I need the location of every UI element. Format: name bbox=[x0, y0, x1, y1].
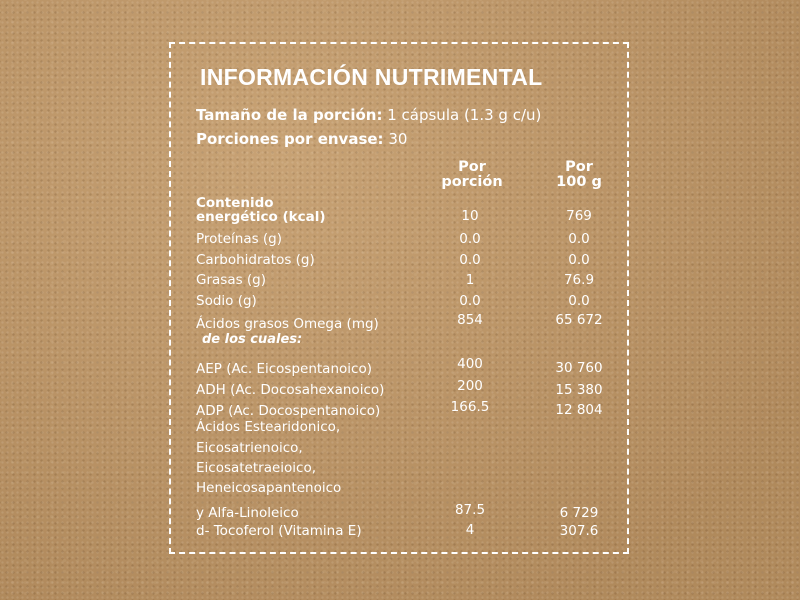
row-label: d- Tocoferol (Vitamina E) bbox=[196, 523, 362, 539]
label-title: INFORMACIÓN NUTRIMENTAL bbox=[200, 64, 543, 90]
column-header-per-serving-line2: porción bbox=[441, 174, 503, 190]
row-epa bbox=[196, 354, 616, 377]
row-tocopherol bbox=[196, 519, 616, 539]
column-header-per-100g bbox=[534, 160, 624, 190]
row-other-acids bbox=[196, 499, 616, 519]
row-sodium bbox=[196, 289, 616, 309]
servings-per-container bbox=[196, 130, 407, 148]
row-energy bbox=[196, 196, 616, 224]
row-label: Sodio (g) bbox=[196, 293, 257, 309]
row-per-serving: 0.0 bbox=[459, 252, 481, 268]
subheading-of-which: de los cuales: bbox=[202, 332, 303, 347]
row-label: y Alfa-Linoleico bbox=[196, 505, 299, 521]
row-energy-per-serving: 10 bbox=[461, 208, 479, 224]
row-per-100g: 15 380 bbox=[555, 382, 603, 398]
column-header-per-serving bbox=[436, 160, 508, 190]
column-header-per-100g-line2: 100 g bbox=[556, 174, 602, 190]
other-acids-line: Ácidos Estearidonico, bbox=[196, 419, 341, 435]
row-per-100g: 30 760 bbox=[555, 360, 603, 376]
row-per-serving: 0.0 bbox=[459, 293, 481, 309]
row-label: Grasas (g) bbox=[196, 272, 267, 288]
row-per-serving: 87.5 bbox=[454, 502, 486, 518]
row-per-100g: 0.0 bbox=[568, 231, 590, 247]
column-header-per-serving-line1: Por bbox=[458, 159, 486, 175]
row-per-100g: 76.9 bbox=[563, 272, 595, 288]
column-header-per-100g-line1: Por bbox=[565, 159, 593, 175]
row-label: ADH (Ac. Docosahexanoico) bbox=[196, 382, 385, 398]
row-per-100g: 12 804 bbox=[555, 402, 603, 418]
row-per-serving: 200 bbox=[457, 378, 483, 394]
row-per-serving: 400 bbox=[457, 356, 483, 372]
row-per-100g: 307.6 bbox=[559, 523, 599, 539]
row-per-serving: 166.5 bbox=[450, 399, 490, 415]
other-acids-line: Heneicosapantenoico bbox=[196, 480, 342, 496]
row-label: Ácidos grasos Omega (mg) bbox=[196, 316, 379, 332]
row-carbohydrates bbox=[196, 248, 616, 268]
other-acids-line: Eicosatetraeioico, bbox=[196, 460, 317, 476]
row-per-100g: 0.0 bbox=[568, 252, 590, 268]
servings-per-container-value: 30 bbox=[383, 130, 408, 148]
row-per-100g: 6 729 bbox=[559, 505, 599, 521]
row-label: AEP (Ac. Eicospentanoico) bbox=[196, 361, 372, 377]
row-label: Carbohidratos (g) bbox=[196, 252, 315, 268]
row-fats bbox=[196, 268, 616, 288]
row-energy-per-100g: 769 bbox=[566, 208, 592, 224]
row-label: ADP (Ac. Docospentanoico) bbox=[196, 403, 381, 419]
row-per-100g: 0.0 bbox=[568, 293, 590, 309]
row-per-serving: 0.0 bbox=[459, 231, 481, 247]
serving-size-label: Tamaño de la porción: bbox=[196, 106, 383, 124]
row-per-serving: 4 bbox=[465, 522, 475, 538]
row-label: Proteínas (g) bbox=[196, 231, 283, 247]
row-dpa bbox=[196, 396, 616, 419]
row-per-serving: 1 bbox=[465, 272, 475, 288]
row-per-serving: 854 bbox=[457, 312, 483, 328]
servings-per-container-label: Porciones por envase: bbox=[196, 130, 384, 148]
row-proteins bbox=[196, 227, 616, 247]
other-acids-line: Eicosatrienoico, bbox=[196, 440, 303, 456]
row-per-100g: 65 672 bbox=[555, 312, 603, 328]
serving-size bbox=[196, 106, 541, 124]
row-omega-fatty-acids bbox=[196, 310, 616, 330]
row-energy-label-line2: energético (kcal) bbox=[196, 209, 326, 225]
serving-size-value: 1 cápsula (1.3 g c/u) bbox=[382, 106, 542, 124]
row-energy-label-line1: Contenido bbox=[196, 195, 274, 211]
row-dha bbox=[196, 375, 616, 398]
row-energy-label bbox=[196, 196, 326, 224]
